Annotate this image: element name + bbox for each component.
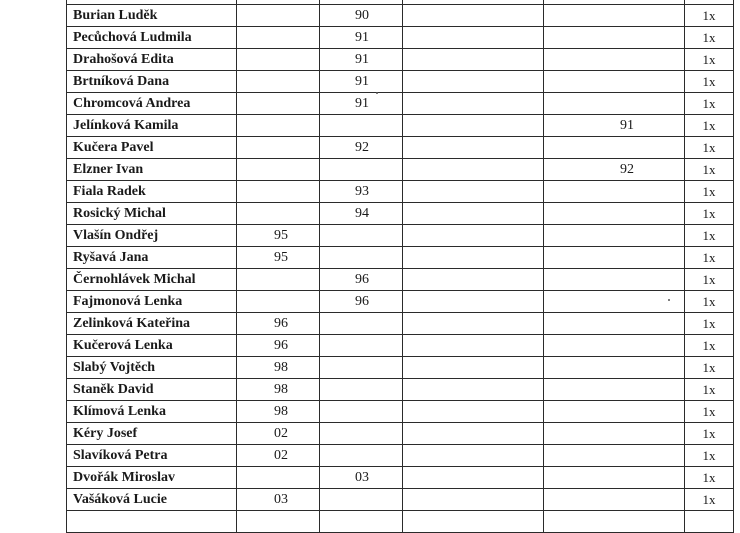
- member-name-cell: [67, 379, 237, 401]
- year-column-2-cell: [320, 423, 403, 445]
- year-column-2-cell: [320, 445, 403, 467]
- member-name-text: Elzner Ivan: [73, 161, 144, 177]
- year-column-3-cell: [403, 159, 544, 181]
- year-column-4-cell: [544, 489, 685, 511]
- year-column-4-cell: [544, 335, 685, 357]
- year-column-1-cell: [237, 93, 320, 115]
- member-name-text: Zelinková Kateřina: [73, 315, 191, 331]
- count-cell: [685, 489, 734, 511]
- year-column-4-cell: [544, 115, 685, 137]
- count-text: 1x: [702, 359, 716, 375]
- year-column-1-text: 95: [274, 227, 288, 243]
- member-name-text: Černohlávek Michal: [73, 271, 196, 287]
- member-name-text: Jelínková Kamila: [73, 117, 179, 133]
- year-column-4-cell: [544, 225, 685, 247]
- year-column-2-text: 91: [355, 95, 369, 111]
- year-column-2-text: 96: [355, 293, 369, 309]
- count-text: 1x: [702, 469, 716, 485]
- count-cell: [685, 203, 734, 225]
- member-name-cell: [67, 423, 237, 445]
- count-text: 1x: [702, 271, 716, 287]
- table-row: [67, 115, 734, 137]
- year-column-4-cell: [544, 379, 685, 401]
- year-column-1-text: 98: [274, 403, 288, 419]
- year-column-2-cell: [320, 511, 403, 533]
- member-name-text: Kéry Josef: [73, 425, 138, 441]
- year-column-2-cell: [320, 5, 403, 27]
- year-column-1-text: 96: [274, 315, 288, 331]
- year-column-2-cell: [320, 467, 403, 489]
- count-cell: [685, 115, 734, 137]
- member-name-text: Burian Luděk: [73, 7, 158, 23]
- count-cell: [685, 71, 734, 93]
- year-column-4-cell: [544, 269, 685, 291]
- year-column-1-cell: [237, 401, 320, 423]
- year-column-1-cell: [237, 511, 320, 533]
- member-name-cell: [67, 93, 237, 115]
- table-row: [67, 203, 734, 225]
- member-name-cell: [67, 489, 237, 511]
- year-column-4-cell: [544, 93, 685, 115]
- member-name-cell: [67, 159, 237, 181]
- count-text: 1x: [702, 7, 716, 23]
- year-column-2-cell: [320, 181, 403, 203]
- year-column-1-cell: [237, 269, 320, 291]
- count-text: 1x: [702, 29, 716, 45]
- count-text: 1x: [702, 51, 716, 67]
- year-column-4-cell: [544, 203, 685, 225]
- member-name-cell: [67, 5, 237, 27]
- year-column-2-cell: [320, 401, 403, 423]
- count-text: 1x: [702, 161, 716, 177]
- member-name-cell: [67, 401, 237, 423]
- member-name-cell: [67, 357, 237, 379]
- year-column-1-cell: [237, 137, 320, 159]
- year-column-2-cell: [320, 247, 403, 269]
- year-column-3-cell: [403, 467, 544, 489]
- member-name-cell: [67, 291, 237, 313]
- year-column-1-text: 96: [274, 337, 288, 353]
- year-column-4-cell: [544, 401, 685, 423]
- year-column-1-cell: [237, 115, 320, 137]
- year-column-4-cell: [544, 357, 685, 379]
- year-column-1-cell: [237, 357, 320, 379]
- year-column-2-cell: [320, 291, 403, 313]
- year-column-4-cell: [544, 5, 685, 27]
- member-name-text: Staněk David: [73, 381, 154, 397]
- member-name-text: Slavíková Petra: [73, 447, 168, 463]
- count-cell: [685, 5, 734, 27]
- year-column-3-cell: [403, 357, 544, 379]
- members-table: [66, 0, 734, 533]
- table-row: [67, 357, 734, 379]
- member-name-text: Pecůchová Ludmila: [73, 29, 192, 45]
- year-column-1-cell: [237, 291, 320, 313]
- year-column-3-cell: [403, 401, 544, 423]
- table-row: [67, 379, 734, 401]
- count-cell: [685, 379, 734, 401]
- count-text: 1x: [702, 95, 716, 111]
- member-name-text: Klímová Lenka: [73, 403, 166, 419]
- table-row: [67, 27, 734, 49]
- member-name-cell: [67, 49, 237, 71]
- year-column-2-cell: [320, 203, 403, 225]
- year-column-3-cell: [403, 489, 544, 511]
- year-column-4-cell: [544, 423, 685, 445]
- member-name-cell: [67, 203, 237, 225]
- member-name-text: Vlašín Ondřej: [73, 227, 159, 243]
- year-column-2-cell: [320, 71, 403, 93]
- year-column-4-cell: [544, 71, 685, 93]
- count-text: 1x: [702, 315, 716, 331]
- year-column-3-cell: [403, 313, 544, 335]
- year-column-2-cell: [320, 115, 403, 137]
- count-text: 1x: [702, 117, 716, 133]
- year-column-3-cell: [403, 445, 544, 467]
- year-column-1-cell: [237, 379, 320, 401]
- members-table-body: [67, 0, 734, 533]
- member-name-cell: [67, 467, 237, 489]
- year-column-1-text: 03: [274, 491, 288, 507]
- year-column-1-cell: [237, 489, 320, 511]
- member-name-cell: [67, 313, 237, 335]
- count-text: 1x: [702, 205, 716, 221]
- count-text: 1x: [702, 249, 716, 265]
- year-column-4-cell: [544, 291, 685, 313]
- table-row: [67, 93, 734, 115]
- table-row: [67, 489, 734, 511]
- count-cell: [685, 137, 734, 159]
- year-column-2-cell: [320, 159, 403, 181]
- year-column-1-cell: [237, 467, 320, 489]
- year-column-3-cell: [403, 225, 544, 247]
- count-cell: [685, 423, 734, 445]
- year-column-1-cell: [237, 27, 320, 49]
- member-name-text: Dvořák Miroslav: [73, 469, 176, 485]
- year-column-4-cell: [544, 445, 685, 467]
- member-name-text: Kučera Pavel: [73, 139, 154, 155]
- table-row: [67, 467, 734, 489]
- year-column-4-cell: [544, 159, 685, 181]
- member-name-cell: [67, 71, 237, 93]
- year-column-1-text: 98: [274, 359, 288, 375]
- member-name-text: Fajmonová Lenka: [73, 293, 183, 309]
- table-row: [67, 511, 734, 533]
- member-name-text: Vašáková Lucie: [73, 491, 168, 507]
- member-name-cell: [67, 27, 237, 49]
- table-row: [67, 423, 734, 445]
- table-row: [67, 159, 734, 181]
- member-name-text: Kučerová Lenka: [73, 337, 173, 353]
- year-column-3-cell: [403, 423, 544, 445]
- year-column-1-cell: [237, 181, 320, 203]
- count-text: 1x: [702, 293, 716, 309]
- count-cell: [685, 313, 734, 335]
- member-name-cell: [67, 115, 237, 137]
- year-column-1-cell: [237, 225, 320, 247]
- year-column-2-cell: [320, 357, 403, 379]
- year-column-2-cell: [320, 489, 403, 511]
- table-row: [67, 137, 734, 159]
- year-column-2-text: 03: [355, 469, 369, 485]
- year-column-2-cell: [320, 269, 403, 291]
- count-cell: [685, 511, 734, 533]
- count-cell: [685, 357, 734, 379]
- table-row: [67, 401, 734, 423]
- year-column-2-cell: [320, 335, 403, 357]
- table-row: [67, 225, 734, 247]
- year-column-4-cell: [544, 49, 685, 71]
- member-name-text: Slabý Vojtěch: [73, 359, 156, 375]
- year-column-1-cell: [237, 313, 320, 335]
- table-row: [67, 445, 734, 467]
- year-column-1-cell: [237, 159, 320, 181]
- member-name-text: Brtníková Dana: [73, 73, 170, 89]
- year-column-3-cell: [403, 93, 544, 115]
- member-name-text: Fiala Radek: [73, 183, 146, 199]
- count-text: 1x: [702, 73, 716, 89]
- count-text: 1x: [702, 381, 716, 397]
- year-column-3-cell: [403, 5, 544, 27]
- member-name-text: Chromcová Andrea: [73, 95, 191, 111]
- scan-speck: [376, 92, 378, 94]
- member-name-cell: [67, 511, 237, 533]
- table-row: [67, 181, 734, 203]
- count-cell: [685, 27, 734, 49]
- year-column-3-cell: [403, 511, 544, 533]
- year-column-3-cell: [403, 27, 544, 49]
- member-name-cell: [67, 269, 237, 291]
- member-name-cell: [67, 335, 237, 357]
- member-name-text: Rosický Michal: [73, 205, 166, 221]
- year-column-1-cell: [237, 49, 320, 71]
- count-cell: [685, 93, 734, 115]
- member-name-cell: [67, 445, 237, 467]
- year-column-2-text: 90: [355, 7, 369, 23]
- count-cell: [685, 291, 734, 313]
- year-column-1-cell: [237, 71, 320, 93]
- year-column-3-cell: [403, 269, 544, 291]
- table-row: [67, 49, 734, 71]
- table-row: [67, 247, 734, 269]
- year-column-4-cell: [544, 467, 685, 489]
- year-column-4-cell: [544, 313, 685, 335]
- year-column-1-cell: [237, 445, 320, 467]
- year-column-3-cell: [403, 115, 544, 137]
- year-column-4-cell: [544, 247, 685, 269]
- year-column-3-cell: [403, 71, 544, 93]
- year-column-2-text: 93: [355, 183, 369, 199]
- count-cell: [685, 401, 734, 423]
- count-cell: [685, 467, 734, 489]
- year-column-2-cell: [320, 225, 403, 247]
- count-text: 1x: [702, 183, 716, 199]
- table-row: [67, 291, 734, 313]
- year-column-1-cell: [237, 423, 320, 445]
- year-column-2-text: 94: [355, 205, 369, 221]
- year-column-1-text: 02: [274, 425, 288, 441]
- count-cell: [685, 445, 734, 467]
- table-row: [67, 71, 734, 93]
- table-row: [67, 335, 734, 357]
- year-column-3-cell: [403, 203, 544, 225]
- count-text: 1x: [702, 491, 716, 507]
- year-column-4-text: 92: [620, 161, 634, 177]
- year-column-4-text: 91: [620, 117, 634, 133]
- member-name-cell: [67, 181, 237, 203]
- count-cell: [685, 49, 734, 71]
- year-column-3-cell: [403, 49, 544, 71]
- count-text: 1x: [702, 337, 716, 353]
- year-column-2-cell: [320, 137, 403, 159]
- table-row: [67, 269, 734, 291]
- year-column-2-cell: [320, 93, 403, 115]
- member-name-cell: [67, 247, 237, 269]
- year-column-2-text: 92: [355, 139, 369, 155]
- year-column-1-cell: [237, 247, 320, 269]
- year-column-2-text: 91: [355, 73, 369, 89]
- member-name-cell: [67, 137, 237, 159]
- count-text: 1x: [702, 403, 716, 419]
- year-column-2-cell: [320, 49, 403, 71]
- year-column-4-cell: [544, 137, 685, 159]
- count-cell: [685, 181, 734, 203]
- count-text: 1x: [702, 447, 716, 463]
- table-row: [67, 5, 734, 27]
- year-column-2-cell: [320, 379, 403, 401]
- year-column-1-cell: [237, 5, 320, 27]
- scan-speck: [668, 299, 670, 301]
- count-cell: [685, 247, 734, 269]
- year-column-2-text: 91: [355, 51, 369, 67]
- member-name-cell: [67, 225, 237, 247]
- year-column-3-cell: [403, 379, 544, 401]
- year-column-1-text: 02: [274, 447, 288, 463]
- member-name-text: Ryšavá Jana: [73, 249, 149, 265]
- table-row: [67, 313, 734, 335]
- year-column-2-text: 91: [355, 29, 369, 45]
- year-column-2-cell: [320, 27, 403, 49]
- count-cell: [685, 225, 734, 247]
- year-column-4-cell: [544, 181, 685, 203]
- year-column-1-cell: [237, 335, 320, 357]
- year-column-1-text: 95: [274, 249, 288, 265]
- year-column-4-cell: [544, 511, 685, 533]
- count-cell: [685, 159, 734, 181]
- year-column-3-cell: [403, 137, 544, 159]
- year-column-3-cell: [403, 335, 544, 357]
- year-column-3-cell: [403, 291, 544, 313]
- year-column-3-cell: [403, 181, 544, 203]
- year-column-3-cell: [403, 247, 544, 269]
- year-column-1-cell: [237, 203, 320, 225]
- year-column-1-text: 98: [274, 381, 288, 397]
- count-cell: [685, 269, 734, 291]
- count-text: 1x: [702, 139, 716, 155]
- year-column-2-cell: [320, 313, 403, 335]
- count-text: 1x: [702, 227, 716, 243]
- count-text: 1x: [702, 425, 716, 441]
- year-column-2-text: 96: [355, 271, 369, 287]
- year-column-4-cell: [544, 27, 685, 49]
- member-name-text: Drahošová Edita: [73, 51, 174, 67]
- count-cell: [685, 335, 734, 357]
